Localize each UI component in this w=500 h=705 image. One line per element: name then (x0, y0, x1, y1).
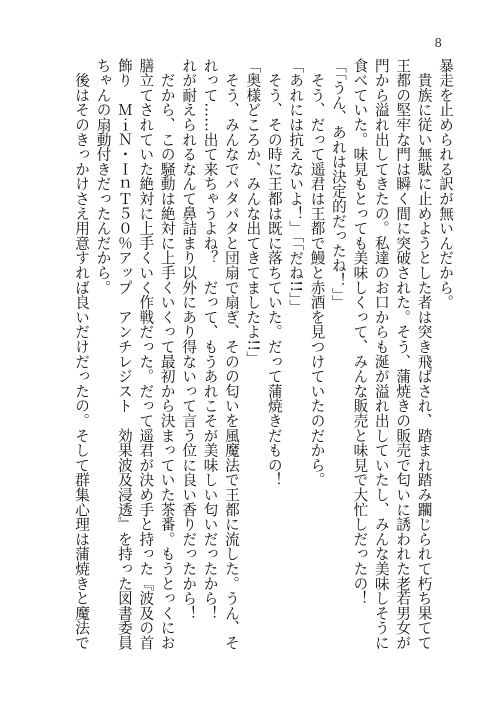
text-line: 王都の堅牢な門は瞬く間に突破された。そう、蒲焼きの販売で匂いに誘われた老若男女が (394, 58, 412, 650)
text-line: そう、その時に王都は既に落ちていた。だって蒲焼きだもの！ (265, 58, 283, 488)
text-line: 「奥様どころか、みんな出てきてましたよ!!」 (244, 58, 262, 367)
text-line: ちゃんの扇動付きだったんだから。 (94, 58, 112, 295)
page-number: 8 (434, 36, 442, 50)
text-line: そう、だって遥君は王都で鰻と赤酒を見つけていたのだから。 (308, 58, 326, 488)
novel-text-body (44, 58, 456, 658)
text-line: 食べていた。味見もとっても美味しくって、みんな販売と味見で大忙しだったの！ (351, 58, 369, 606)
text-line: れって……出て来ちゃうよね？ だって、もうあれこそが美味しい匂いだったから！ (201, 58, 219, 621)
text-line: だから、この騒動は絶対に上手くいくって最初から決まっていた茶番。もうとっくにお (158, 58, 176, 650)
text-line: れが耐えられるなんて鼻詰まり以外にあり得ないって言う位に良い香りだったから！ (180, 58, 198, 621)
text-line: 暴走を止められる訳が無いんだから。 (437, 58, 454, 310)
text-line: 「あれには抗えないよ！」「「だね!!」」 (287, 58, 305, 315)
text-line: 膳立てされていた絶対に上手くいく作戦だった。だって遥君が決め手と持った『波及の首 (137, 58, 155, 650)
text-line: 貴族に従い無駄に止めようとした者は突き飛ばされ、踏まれ踏み躙じられて朽ち果てて (415, 58, 433, 650)
text-line: 後はそのきっかけさえ用意すれば良いだけだったの。そして群集心理は蒲焼きと魔法で (73, 58, 91, 650)
text-line: 門から溢れ出してきたの。私達のお口からも涎が溢れ出していたし、みんな美味しそうに (372, 58, 390, 650)
text-line: そう、みんなでパタパタと団扇で扇ぎ、そのの匂いを風魔法で王都に流した。うん、そ (222, 58, 240, 650)
text-line: 飾り ＭｉＮ・ＩｎＴ５０％アップ アンチレジスト 効果波及浸透』を持った図書委員 (115, 58, 133, 650)
text-line: 「「うん、あれは決定的だったね！」」 (329, 58, 347, 310)
